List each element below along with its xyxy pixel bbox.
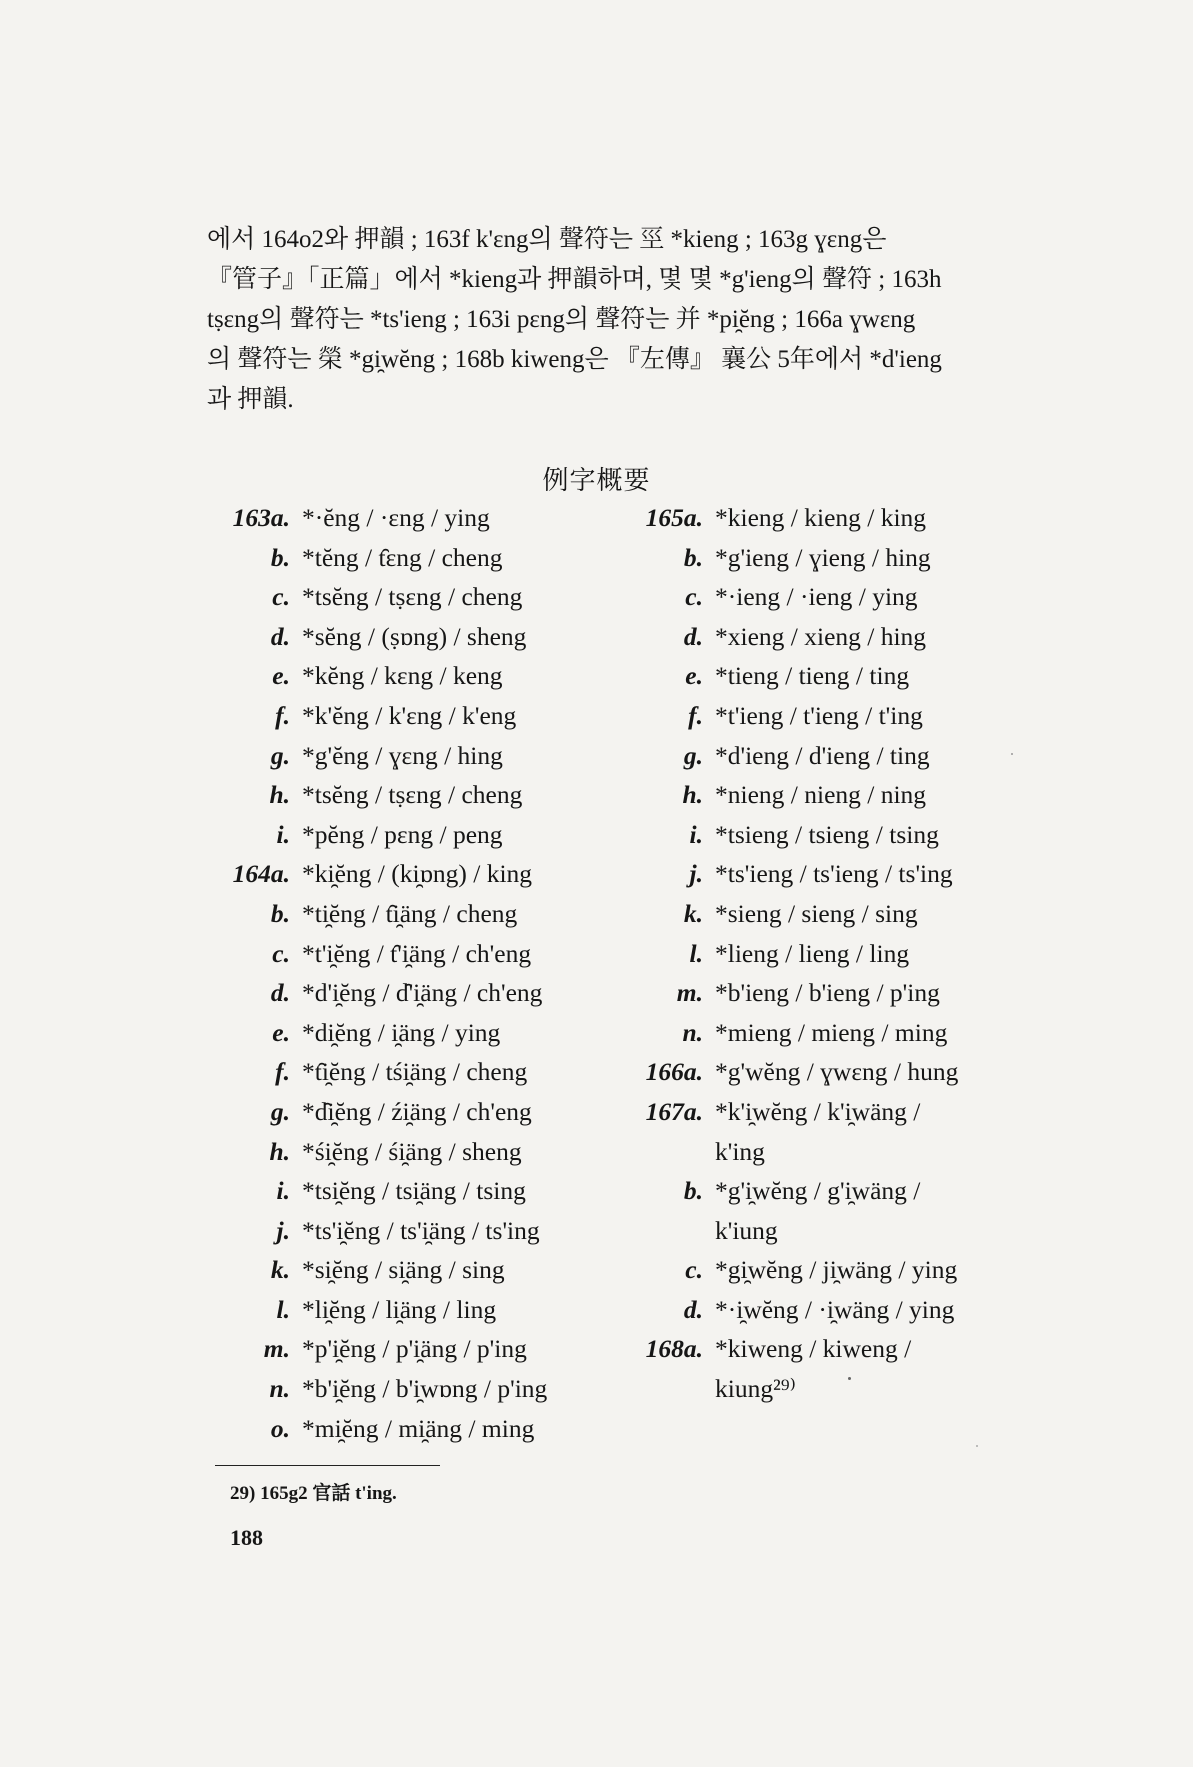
example-entry [635,1290,958,1330]
example-entry [215,973,547,1013]
entry-readings: *gi̯wĕng / ji̯wäng / ying [715,1255,958,1285]
entry-readings: *ts'ieng / ts'ieng / ts'ing [715,859,953,889]
entry-readings: *nieng / nieng / ning [715,780,927,810]
left-column [215,498,547,1448]
example-entry [215,1409,547,1449]
entry-readings: *t'i̯ĕng / t̑'i̯äng / ch'eng [302,938,532,968]
example-entry [215,1369,547,1409]
example-entry [215,736,547,776]
entry-readings: *si̯ĕng / si̯äng / sing [302,1255,505,1285]
entry-label: l. [689,938,703,968]
entry-label: o. [270,1413,290,1443]
entry-readings: *·ĕng / ·ɛng / ying [302,503,490,532]
entry-readings: *d'i̯ĕng / d̑'i̯äng / ch'eng [302,978,543,1008]
example-entry [215,1132,547,1172]
entry-label: g. [270,1096,290,1126]
entry-label: d. [270,978,290,1008]
example-entry [215,498,547,538]
example-entry [635,1013,958,1053]
entry-continuation: k'iung [715,1215,778,1245]
example-entry [215,656,547,696]
entry-readings: *kiweng / kiweng / [715,1334,912,1364]
intro-line: tṣɛng의 聲符는 *ts'ieng ; 163i pɛng의 聲符는 并 *pi̯ĕng ; 166a ɣwɛng [207,306,916,333]
example-entry [635,1092,958,1132]
entry-label: m. [263,1334,290,1364]
entry-label: c. [272,582,290,612]
entry-label: i. [276,1176,290,1206]
example-entry-continuation [635,1132,958,1172]
example-entry [635,498,958,538]
example-entry [635,1052,958,1092]
example-entry [215,934,547,974]
entry-readings: *kieng / kieng / king [715,503,927,532]
entry-label: b. [683,1176,703,1206]
entry-label: b. [270,542,290,572]
example-entry-continuation [635,1211,958,1251]
entry-label: l. [276,1294,290,1324]
intro-line: 『管子』「正篇」에서 *kieng과 押韻하며, 몇 몇 *g'ieng의 聲符 ; 163h [207,266,942,293]
example-entry [215,1211,547,1251]
example-entry [635,894,958,934]
entry-label: e. [272,661,290,691]
entry-readings: *tsĕng / tṣɛng / cheng [302,582,523,612]
entry-label: k. [683,898,703,928]
entry-label: 168a. [645,1334,703,1364]
entry-label: f. [688,700,703,730]
entry-readings: *tĕng / t̑ɛng / cheng [302,542,503,572]
entry-readings: *tsieng / tsieng / tsing [715,819,939,849]
entry-readings: *mieng / mieng / ming [715,1017,948,1047]
entry-readings: *sĕng / (ṣɒng) / sheng [302,621,527,651]
example-entry [635,1329,958,1369]
entry-readings: *lieng / lieng / ling [715,938,910,968]
example-entry [215,1052,547,1092]
entry-continuation: kiung²⁹⁾ [715,1374,796,1404]
entry-readings: *d'ieng / d'ieng / ting [715,740,930,770]
intro-line: 과 押韻. [207,386,294,413]
entry-label: j. [276,1215,290,1245]
example-entry [215,775,547,815]
example-entry [635,934,958,974]
entry-label: c. [685,582,703,612]
entry-readings: *tsi̯ĕng / tsi̯äng / tsing [302,1176,526,1206]
entry-readings: *li̯ĕng / li̯äng / ling [302,1294,497,1324]
entry-label: b. [270,898,290,928]
example-entry [215,815,547,855]
entry-readings: *di̯ĕng / i̯äng / ying [302,1017,501,1047]
entry-label: f. [275,1057,290,1087]
example-entry [635,538,958,578]
intro-line: 의 聲符는 榮 *gi̯wĕng ; 168b kiweng은 『左傳』 襄公 5年에서 *d'ieng [207,346,942,373]
footnote: 29) 165g2 官話 t'ing. [230,1483,397,1504]
entry-readings: *xieng / xieng / hing [715,621,927,651]
entry-readings: *mi̯ĕng / mi̯äng / ming [302,1413,535,1443]
example-entry [635,854,958,894]
entry-readings: *ki̯ĕng / (ki̯ɒng) / king [302,859,533,889]
example-entry [215,617,547,657]
entry-readings: *kĕng / kɛng / keng [302,661,503,691]
example-entry [215,1013,547,1053]
example-entry [215,1250,547,1290]
entry-label: d. [683,621,703,651]
entry-label: d. [270,621,290,651]
example-entry [635,1171,958,1211]
entry-label: h. [269,780,290,810]
entry-label: b. [683,542,703,572]
entry-readings: *tieng / tieng / ting [715,661,910,691]
entry-readings: *k'ĕng / k'ɛng / k'eng [302,700,517,730]
entry-readings: *·ieng / ·ieng / ying [715,582,918,612]
entry-readings: *pĕng / pɛng / peng [302,819,503,849]
intro-paragraph [207,220,1022,420]
entry-label: e. [685,661,703,691]
entry-readings: *b'ieng / b'ieng / p'ing [715,978,940,1008]
example-entry [635,815,958,855]
footnote-rule [215,1465,440,1466]
entry-label: n. [682,1017,703,1047]
example-entry [635,577,958,617]
example-entry [215,854,547,894]
example-entry [215,577,547,617]
example-entry [215,696,547,736]
entry-readings: *śi̯ĕng / śi̯äng / sheng [302,1136,522,1166]
speck-mark [1011,753,1013,755]
entry-label: g. [683,740,703,770]
example-entry [215,1290,547,1330]
entry-label: 163a. [232,503,290,532]
entry-readings: *g'ieng / ɣieng / hing [715,542,931,572]
entry-readings: *k'i̯wĕng / k'i̯wäng / [715,1096,921,1126]
entry-readings: *g'wĕng / ɣwɛng / hung [715,1057,959,1087]
entry-label: 167a. [645,1096,703,1126]
right-column [635,498,958,1409]
entry-label: d. [683,1294,703,1324]
entry-readings: *ts'i̯ĕng / ts'i̯äng / ts'ing [302,1215,540,1245]
entry-readings: *g'i̯wĕng / g'i̯wäng / [715,1176,921,1206]
example-entry [215,538,547,578]
entry-label: i. [276,819,290,849]
example-entry [215,1092,547,1132]
speck-mark [848,1377,851,1380]
entry-continuation: k'ing [715,1136,765,1166]
example-entry [635,656,958,696]
example-entry [635,736,958,776]
entry-label: i. [689,819,703,849]
entry-readings: *sieng / sieng / sing [715,898,918,928]
example-entry [635,775,958,815]
example-entry [635,1250,958,1290]
section-title: 例字概要 [542,466,651,495]
example-entry-continuation [635,1369,958,1409]
example-entry [215,894,547,934]
intro-line: 에서 164o2와 押韻 ; 163f k'ɛng의 聲符는 巠 *kieng ; 163g ɣɛng은 [207,226,887,253]
example-entry [635,696,958,736]
entry-readings: *ti̯ĕng / t̑i̯äng / cheng [302,898,518,928]
entry-readings: *t'ieng / t'ieng / t'ing [715,700,923,730]
example-entry [635,973,958,1013]
entry-label: c. [685,1255,703,1285]
entry-readings: *d̑i̯ĕng / źi̯äng / ch'eng [302,1096,532,1126]
entry-readings: *b'i̯ĕng / b'i̯wɒng / p'ing [302,1374,548,1404]
example-entry [215,1329,547,1369]
entry-label: 164a. [232,859,290,889]
entry-readings: *·i̯wĕng / ·i̯wäng / ying [715,1294,955,1324]
entry-readings: *t̑i̯ĕng / tśi̯äng / cheng [302,1057,528,1087]
page-number: 188 [230,1525,263,1550]
entry-label: g. [270,740,290,770]
example-entry [635,617,958,657]
speck-mark [976,1445,978,1447]
entry-label: 166a. [645,1057,703,1087]
entry-readings: *tsĕng / tṣɛng / cheng [302,780,523,810]
entry-readings: *p'i̯ĕng / p'i̯äng / p'ing [302,1334,527,1364]
entry-label: e. [272,1017,290,1047]
entry-label: h. [269,1136,290,1166]
entry-label: h. [682,780,703,810]
entry-label: m. [676,978,703,1008]
entry-label: k. [270,1255,290,1285]
entry-label: n. [269,1374,290,1404]
entry-label: j. [689,859,703,889]
example-entry [215,1171,547,1211]
entry-label: c. [272,938,290,968]
entry-label: f. [275,700,290,730]
entry-label: 165a. [645,503,703,532]
entry-readings: *g'ĕng / ɣɛng / hing [302,740,503,770]
